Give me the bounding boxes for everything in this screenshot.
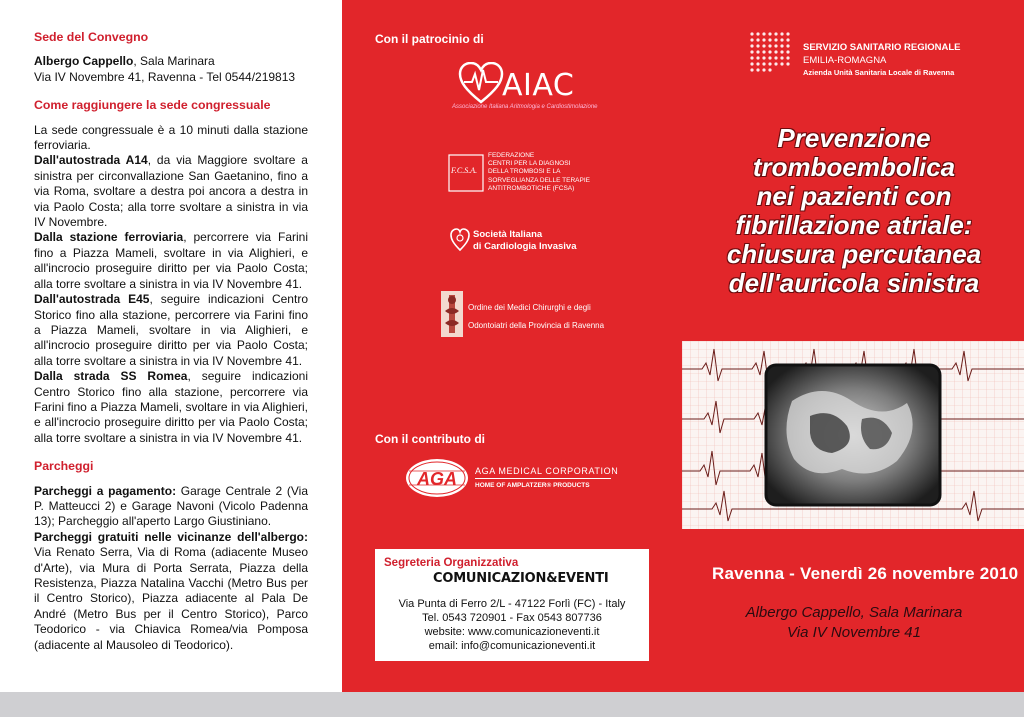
fcsa-line: ANTITROMBOTICHE (FCSA) [488,184,575,192]
aiac-heart-logo [458,62,504,104]
aiac-name: AIAC [502,68,575,103]
parcheggi-pagamento-heading: Parcheggi a pagamento: [34,483,177,498]
parcheggi-gratuiti-heading: Parcheggi gratuiti nelle vicinanze dell'albergo: [34,529,308,544]
segreteria-email[interactable]: email: info@comunicazioneventi.it [428,640,596,652]
sici-name [473,229,576,253]
sede-title: Sede del Convegno [34,30,149,44]
sici-line: di Cardiologia Invasiva [473,241,577,252]
aiac-subtitle: Associazione Italiana Aritmologia e Cardiostimolazione [452,104,598,110]
left-panel [0,0,342,692]
sici-heart-icon [450,228,470,252]
sede-venue-name: Albergo Cappello [34,54,134,69]
ssr-ausl: Azienda Unità Sanitaria Locale di Ravenna [803,68,955,77]
ecg-image [682,341,1024,529]
parcheggi-pagamento [34,484,308,530]
directions-a14-text: , da via Maggiore svoltare a sinistra per circonvallazione San Gaetanino, fino a via Roma, svoltare a destra poi ancora a destra in via Paolo Costa; alla torre svoltare a sinistra in via IV Novembre. [34,153,308,230]
ssr-title: SERVIZIO SANITARIO REGIONALE [803,42,961,53]
come-title: Come raggiungere la sede congressuale [34,98,271,113]
directions-stazione-heading: Dalla stazione ferroviaria [34,230,184,245]
aga-divider [475,478,611,479]
ssr-region: EMILIA-ROMAGNA [803,55,887,66]
directions-e45 [34,292,308,369]
ordine-line: Ordine dei Medici Chirurghi e degli [468,303,591,312]
aga-name: AGA MEDICAL CORPORATION [475,466,619,476]
segreteria-title: Segreteria Organizzativa [384,557,519,569]
sici-line: Società Italiana [473,229,543,240]
directions-e45-text: , seguire indicazioni Centro Storico fino alla stazione, percorrere via Farini fino a Piazza Mameli, svoltare in via Alighieri, e all'incrocio proseguire diritto per via Paolo Costa; alla torre svoltare a sinistra in via IV Novembre 41. [34,292,308,368]
contributo-label: Con il contributo di [375,432,485,446]
title-line: fibrillazione atriale: [735,210,973,240]
ordine-medici-emblem [441,291,463,337]
ordine-line: Odontoiatri della Provincia di Ravenna [468,321,605,330]
come-intro: La sede congressuale è a 10 minuti dalla stazione ferroviaria. [34,122,308,153]
title-line: Prevenzione [777,123,931,153]
bottom-bar [0,692,1024,717]
directions-romea-heading: Dalla strada SS Romea [34,369,188,384]
title-line: tromboembolica [752,152,956,182]
event-venue: Albergo Cappello, Sala Marinara [745,604,963,621]
left-content [34,30,308,653]
fcsa-description [488,152,590,193]
sede-address: Via IV Novembre 41, Ravenna - Tel 0544/219813 [34,69,296,84]
aga-globe-logo [404,457,470,499]
event-title [704,124,1004,298]
directions-a14 [34,153,308,230]
title-line: dell'auricola sinistra [728,268,980,298]
directions-romea [34,369,308,446]
segreteria-tel: Tel. 0543 720901 - Fax 0543 807736 [422,612,602,624]
sede-venue-room: , Sala Marinara [133,54,215,69]
segreteria-website[interactable]: website: www.comunicazioneventi.it [424,626,600,638]
directions-romea-text: , seguire indicazioni Centro Storico fino alla stazione, percorrere via Farini fino a Piazza Mameli, svoltare in via Alighieri, e all'incrocio proseguire diritto per via Paolo Costa; alla torre svoltare a sinistra in via IV Novembre 41. [34,369,308,445]
event-date: Ravenna - Venerdì 26 novembre 2010 [712,564,1019,583]
title-line: chiusura percutanea [726,239,982,269]
directions-e45-heading: Dall'autostrada E45 [34,292,150,307]
fcsa-line: CENTRI PER LA DIAGNOSI [488,160,571,168]
parcheggi-pagamento-text: Garage Centrale 2 (Via P. Matteucci 2) e Garage Navoni (Vicolo Padenna 13); Parcheggio all'aperto Largo Giustiniano. [34,483,308,529]
event-venue-address: Via IV Novembre 41 [787,624,921,641]
title-line: nei pazienti con [756,181,952,211]
fcsa-line: FEDERAZIONE [488,152,535,159]
directions-a14-heading: Dall'autostrada A14 [34,153,148,168]
parcheggi-title: Parcheggi [34,459,94,474]
fcsa-line: DELLA TROMBOSI E LA [488,168,561,176]
parcheggi-gratuiti-text: Via Renato Serra, Via di Roma (adiacente Museo d'Arte), via Mura di Porta Serrata, Piazza della Resistenza, Piazza Natalina Vacchi (Metro Bus per il Centro Storico), Piazza adiacente al Pala De André (Metro Bus per il Centro Storico), Parco Teodorico - via Chiavica Romea/via Pomposa (adiacente al Mausoleo di Teodorico). [34,545,308,652]
ssr-dots-logo [748,30,796,74]
aga-logo-text: AGA [417,469,457,489]
segreteria-box [375,549,649,661]
aga-subtitle: HOME OF AMPLATZER® PRODUCTS [475,482,590,489]
directions-stazione [34,230,308,292]
ordine-medici-name [468,299,604,335]
directions-stazione-text: , percorrere via Farini fino a Piazza Mameli, svoltare in via Alighieri, e all'incrocio proseguire diritto per via Paolo Costa; alla torre svoltare a sinistra in via IV Novembre 41. [34,230,308,291]
fcsa-logo-text: F.C.S.A. [451,166,478,175]
segreteria-address: Via Punta di Ferro 2/L - 47122 Forlì (FC) - Italy [398,598,626,610]
segreteria-brand: COMUNICAZION&EVENTI [433,571,609,586]
parcheggi-gratuiti [34,530,308,653]
patrocinio-label: Con il patrocinio di [375,32,484,46]
fcsa-line: SORVEGLIANZA DELLE TERAPIE [488,176,590,184]
sede-venue [34,54,308,69]
ecg-graphic [682,341,1024,529]
